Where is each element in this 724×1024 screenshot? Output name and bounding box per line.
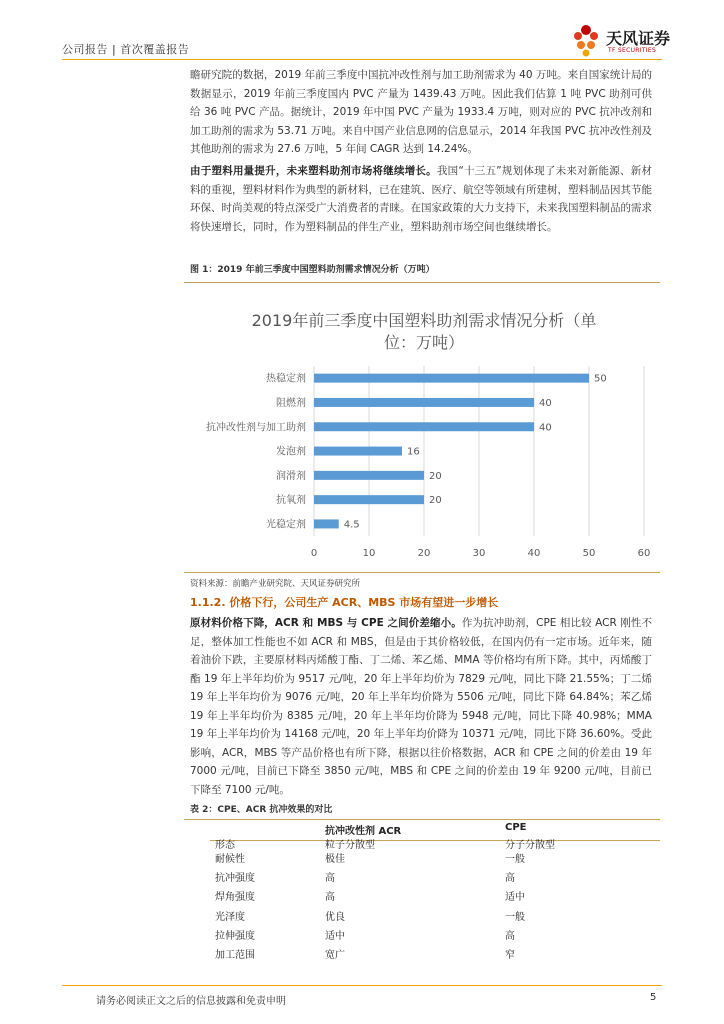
table-cell: 优良 — [325, 912, 345, 923]
chart-bar — [314, 495, 424, 504]
table-cell: 高 — [505, 873, 515, 884]
table-row — [210, 946, 660, 964]
paragraph-1: 瞻研究院的数据，2019 年前三季度中国抗冲改性剂与加工助剂需求为 40 万吨。来自国家统计局的数据显示，2019 年前三季度国内 PVC 产量为 1439.43 万吨。因此我们估算 1 吨 PVC 助剂可供给 36 吨 PVC 产品。据统计，2019 年中国 PVC 产量为 1933.4 万吨，则对应的 PVC 抗冲改剂和加工助剂的需求为 53.71 万吨。来自中国产业信息网的信息显示，2014 年我国 PVC 抗冲改性剂及其他助剂的需求为 27.6 万吨，5 年间 CAGR 达到 14.24%。 — [190, 69, 652, 155]
chart-category-label: 抗冲改性剂与加工助剂 — [206, 422, 306, 434]
header-divider — [62, 59, 662, 60]
table-cell: 光泽度 — [215, 912, 245, 923]
logo-flower-icon — [568, 20, 604, 60]
table-header-cell: CPE — [505, 822, 527, 833]
chart-category-label: 阻燃剂 — [276, 397, 306, 409]
paragraph-3-lead: 原材料价格下降，ACR 和 MBS 与 CPE 之间价差缩小。 — [190, 617, 462, 629]
logo-text-en: TF SECURITIES — [608, 47, 657, 54]
table-row — [210, 927, 660, 945]
table-cell: 拉伸强度 — [215, 931, 255, 942]
chart-bar — [314, 471, 424, 480]
table-header-cell: 抗冲改性剂 ACR — [325, 826, 402, 837]
chart-title-line-2: 位：万吨） — [383, 333, 465, 352]
chart-category-label: 热稳定剂 — [266, 373, 306, 385]
table-caption: 表 2：CPE、ACR 抗冲效果的对比 — [190, 805, 333, 815]
chart-x-tick-label: 50 — [582, 548, 596, 560]
chart-data-label: 20 — [429, 470, 442, 482]
table-cell: 形态 — [215, 840, 235, 851]
chart-data-label: 50 — [594, 373, 607, 385]
section-heading: 1.1.2. 价格下行，公司生产 ACR、MBS 市场有望进一步增长 — [190, 596, 499, 609]
table-cell: 窄 — [505, 950, 515, 961]
figure-caption: 图 1：2019 年前三季度中国塑料助剂需求情况分析（万吨） — [190, 265, 435, 275]
tf-securities-logo — [568, 20, 678, 60]
chart-data-label: 16 — [407, 446, 420, 458]
table-cell: 加工范围 — [215, 950, 255, 961]
table-row — [210, 850, 660, 868]
footer-divider — [62, 985, 662, 986]
chart-bar — [314, 447, 402, 456]
chart-category-label: 发泡剂 — [276, 446, 306, 458]
bar-chart — [184, 286, 664, 571]
table-cell: 高 — [325, 892, 335, 903]
table-cell: 分子分散型 — [505, 840, 555, 851]
paragraph-3-body: 作为抗冲助剂，CPE 相比较 ACR 刚性不足，整体加工性能也不如 ACR 和 MBS，但是由于其价格较低，在国内仍有一定市场。近年来，随着油价下跌，主要原材料丙烯酸丁酯、丁二烯、苯乙烯、MMA 等价格均有所下降。其中，丙烯酸丁酯 19 年上半年均价为 9517 元/吨，20 年上半年均价为 7829 元/吨，同比下降 21.55%；丁二烯 19 年上半年均价为 9076 元/吨，20 年上半年均价降为 5506 元/吨，同比下降 64.84%；苯乙烯 19 年上半年均价为 8385 元/吨，20 年上半年均价降为 5948 元/吨，同比下降 40.98%；MMA 19 年上半年均价为 14168 元/吨，20 年上半年均价降为 10371 元/吨，同比下降 36.60%。受此影响，ACR，MBS 等产品价格也有所下降，根据以往价格数据，ACR 和 CPE 之间的价差由 19 年 7000 元/吨，目前已下降至 3850 元/吨，MBS 和 CPE 之间的价差由 19 年 9200 元/吨，目前已下降至 7100 元/吨。 — [190, 617, 652, 796]
chart-x-tick-label: 0 — [310, 548, 318, 560]
chart-category-label: 光稳定剂 — [266, 519, 306, 531]
table-cell: 极佳 — [325, 854, 345, 865]
chart-bar — [314, 398, 534, 407]
paragraph-2-body: 我国“十三五”规划体现了未来对新能源、新材料的重视，塑料材料作为典型的新材料，已在建筑、医疗、航空等领域有所建树，塑料制品因其节能环保、时尚美观的特点深受广大消费者的青睐。在国家政策的大力支持下，未来我国塑料制品的需求将快速增长，同时，作为塑料制品的伴生产业，塑料助剂市场空间也继续增长。 — [190, 165, 652, 233]
table-cell: 抗冲强度 — [215, 873, 255, 884]
chart-x-tick-label: 40 — [527, 548, 541, 560]
figure-source: 资料来源：前瞻产业研究院、天风证券研究所 — [190, 579, 361, 589]
chart-x-tick-label: 60 — [637, 548, 651, 560]
page-number: 5 — [650, 992, 657, 1003]
table-cell: 粒子分散型 — [325, 840, 375, 851]
logo-text-cn: 天风证券 — [606, 29, 671, 48]
chart-x-tick-label: 30 — [472, 548, 486, 560]
chart-x-tick-label: 10 — [362, 548, 376, 560]
table-cell: 高 — [325, 873, 335, 884]
chart-title-line-1: 2019年前三季度中国塑料助剂需求情况分析（单 — [251, 311, 597, 330]
chart-bar — [314, 519, 339, 528]
table-row — [210, 908, 660, 926]
table-row — [210, 869, 660, 887]
table-top-rule — [184, 819, 660, 820]
paragraph-2 — [190, 162, 652, 236]
chart-category-label: 抗氧剂 — [276, 495, 306, 507]
table-cell: 焊角强度 — [215, 892, 255, 903]
table-row — [210, 888, 660, 906]
paragraph-3 — [190, 614, 652, 799]
table-cell: 宽广 — [325, 950, 345, 961]
table-cell: 一般 — [505, 854, 525, 865]
figure-top-rule — [184, 282, 660, 283]
chart-data-label: 4.5 — [343, 519, 360, 531]
table-cell: 适中 — [505, 892, 525, 903]
chart-data-label: 20 — [429, 495, 442, 507]
chart-bar — [314, 374, 589, 383]
table-cell: 适中 — [325, 931, 345, 942]
footer-disclaimer: 请务必阅读正文之后的信息披露和免责申明 — [96, 996, 286, 1007]
figure-bottom-rule — [184, 572, 660, 573]
table-cell: 高 — [505, 931, 515, 942]
chart-bar — [314, 422, 534, 431]
chart-data-label: 40 — [539, 422, 552, 434]
chart-data-label: 40 — [539, 397, 552, 409]
paragraph-2-lead: 由于塑料用量提升，未来塑料助剂市场将继续增长。 — [190, 165, 437, 177]
report-type-label: 公司报告 | 首次覆盖报告 — [62, 43, 190, 56]
table-cell: 耐候性 — [215, 854, 245, 865]
chart-category-label: 润滑剂 — [276, 470, 306, 482]
chart-x-tick-label: 20 — [417, 548, 431, 560]
page-header — [0, 0, 724, 70]
table-cell: 一般 — [505, 912, 525, 923]
